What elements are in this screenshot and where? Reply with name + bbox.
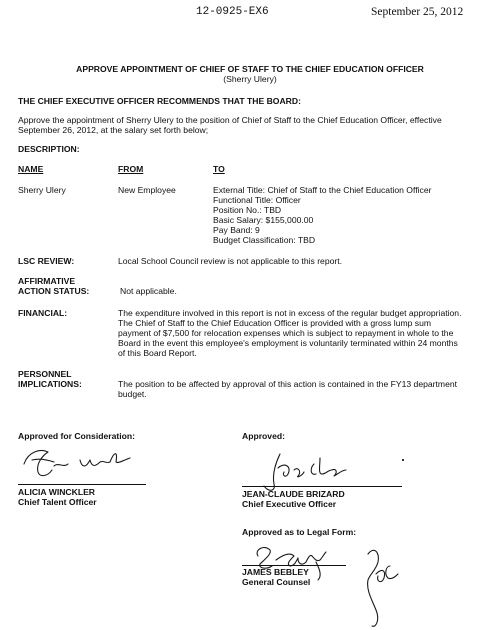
to-position-number: Position No.: TBD	[213, 205, 282, 215]
recommend-heading: THE CHIEF EXECUTIVE OFFICER RECOMMENDS THAT THE BOARD:	[18, 96, 301, 106]
approved-legal-form-label: Approved as to Legal Form:	[242, 527, 357, 537]
bebley-name: JAMES BEBLEY	[242, 567, 309, 577]
employee-name: Sherry Ulery	[18, 185, 66, 195]
brizard-signature	[258, 448, 353, 494]
description-heading: DESCRIPTION:	[18, 144, 80, 154]
to-pay-band: Pay Band: 9	[213, 225, 260, 235]
affirmative-label-line1: AFFIRMATIVE	[18, 276, 76, 286]
financial-line: Board in the event this employee's employment is voluntarily terminated within 24 months	[118, 338, 458, 348]
recommend-text-line1: Approve the appointment of Sherry Ulery to the position of Chief of Staff to the Chief Education Officer, effective	[18, 115, 442, 125]
winckler-signature	[18, 442, 143, 484]
report-date: September 25, 2012	[371, 6, 464, 18]
document-subtitle: (Sherry Ulery)	[223, 74, 277, 84]
approved-label: Approved:	[242, 431, 285, 441]
brizard-title: Chief Executive Officer	[242, 499, 337, 509]
column-header-from: FROM	[118, 164, 144, 174]
financial-label: FINANCIAL:	[18, 308, 68, 318]
report-number: 12-0925-EX6	[196, 6, 269, 18]
recommend-text-line2: September 26, 2012, at the salary set forth below;	[18, 125, 209, 135]
column-header-name: NAME	[18, 164, 44, 174]
financial-line: The expenditure involved in this report is not in excess of the regular budget appropriation.	[118, 308, 462, 318]
lsc-review-text: Local School Council review is not applicable to this report.	[118, 256, 343, 266]
financial-line: The Chief of Staff to the Chief Education Officer is provided with a gross lump sum	[118, 318, 432, 328]
employee-from: New Employee	[118, 185, 176, 195]
bebley-title: General Counsel	[242, 577, 311, 587]
personnel-label-line1: PERSONNEL	[18, 369, 72, 379]
ink-dot	[402, 459, 404, 461]
column-header-to: TO	[213, 164, 225, 174]
winckler-name: ALICIA WINCKLER	[18, 487, 96, 497]
to-external-title: External Title: Chief of Staff to the Chief Education Officer	[213, 185, 432, 195]
affirmative-text: Not applicable.	[120, 286, 177, 296]
personnel-line: budget.	[118, 389, 147, 399]
affirmative-label-line2: ACTION STATUS:	[18, 286, 90, 296]
lsc-review-label: LSC REVIEW:	[18, 256, 75, 266]
personnel-label-line2: IMPLICATIONS:	[18, 379, 82, 389]
personnel-line: The position to be affected by approval of this action is contained in the FY13 department	[118, 379, 458, 389]
to-budget-classification: Budget Classification: TBD	[213, 235, 316, 245]
financial-line: of this Board Report.	[118, 348, 197, 358]
approved-for-consideration-label: Approved for Consideration:	[18, 431, 135, 441]
to-basic-salary: Basic Salary: $155,000.00	[213, 215, 314, 225]
financial-line: payment of $7,500 for relocation expenses which is subject to repayment in whole to the	[118, 328, 454, 338]
winckler-title: Chief Talent Officer	[18, 497, 97, 507]
brizard-signature-line	[242, 486, 402, 487]
to-functional-title: Functional Title: Officer	[213, 195, 301, 205]
document-title: APPROVE APPOINTMENT OF CHIEF OF STAFF TO THE CHIEF EDUCATION OFFICER	[76, 64, 424, 74]
bebley-signature-line	[242, 565, 346, 566]
winckler-signature-line	[18, 484, 146, 485]
brizard-name: JEAN-CLAUDE BRIZARD	[242, 489, 345, 499]
